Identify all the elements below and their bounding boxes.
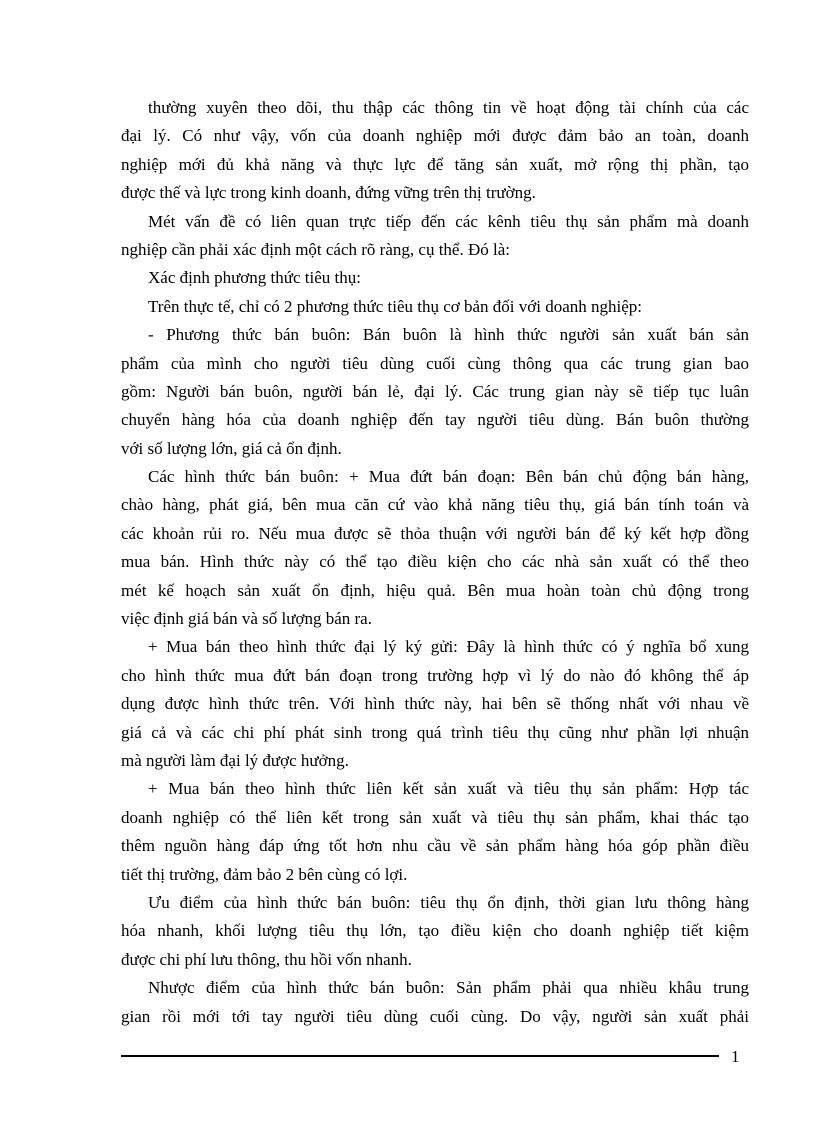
text-line: mà người làm đại lý được hưởng. (121, 750, 349, 770)
text-line: gồm: Người bán buôn, người bán lẻ, đại lý. Các trung gian này sẽ tiếp tục luân (121, 381, 749, 401)
text-line: được thế và lực trong kinh doanh, đứng vững trên thị trường. (121, 183, 536, 203)
text-line: các khoản rủi ro. Nếu mua được sẽ thỏa thuận với người bán để ký kết hợp đồng (121, 523, 749, 543)
text-line: chuyển hàng hóa của doanh nghiệp đến tay người tiêu dùng. Bán buôn thường (121, 410, 749, 430)
text-line: Xác định phương thức tiêu thụ: (148, 268, 361, 288)
text-line: Ưu điểm của hình thức bán buôn: tiêu thụ ổn định, thời gian lưu thông hàng (148, 892, 749, 912)
text-line: + Mua bán theo hình thức liên kết sản xuất và tiêu thụ sản phẩm: Hợp tác (148, 779, 749, 799)
text-line: + Mua bán theo hình thức đại lý ký gửi: Đây là hình thức có ý nghĩa bổ xung (148, 637, 749, 657)
text-line: nghiệp mới đủ khả năng và thực lực để tăng sản xuất, mở rộng thị phần, tạo (121, 154, 749, 174)
page-number: 1 (731, 1047, 740, 1066)
text-line: cho hình thức mua đứt bán đoạn trong trường hợp vì lý do nào đó không thể áp (121, 665, 749, 685)
text-line: Trên thực tế, chỉ có 2 phương thức tiêu thụ cơ bản đối với doanh nghiệp: (148, 296, 643, 316)
text-line: mét kế hoạch sản xuất ổn định, hiệu quả. Bên mua hoàn toàn chủ động trong (121, 580, 749, 600)
text-line: doanh nghiệp có thể liên kết trong sản xuất và tiêu thụ sản phẩm, khai thác tạo (121, 807, 749, 827)
text-line: nghiệp cần phải xác định một cách rõ ràng, cụ thể. Đó là: (121, 239, 510, 259)
text-line: được chi phí lưu thông, thu hồi vốn nhanh. (121, 949, 412, 969)
text-line: Mét vấn đề có liên quan trực tiếp đến các kênh tiêu thụ sản phẩm mà doanh (148, 211, 749, 231)
text-line: đại lý. Có như vậy, vốn của doanh nghiệp mới được đảm bảo an toàn, doanh (121, 126, 749, 146)
text-line: chào hàng, phát giá, bên mua căn cứ vào khả năng tiêu thụ, giá bán tính toán và (121, 495, 749, 515)
footer-rule (121, 1055, 719, 1057)
text-line: dụng được hình thức trên. Với hình thức này, hai bên sẽ thống nhất với nhau về (121, 694, 749, 714)
text-line: - Phương thức bán buôn: Bán buôn là hình thức người sản xuất bán sản (148, 325, 749, 345)
text-line: với số lượng lớn, giá cả ổn định. (121, 438, 342, 458)
text-line: Các hình thức bán buôn: + Mua đứt bán đoạn: Bên bán chủ động bán hàng, (148, 467, 749, 487)
text-line: Nhược điểm của hình thức bán buôn: Sản phẩm phải qua nhiều khâu trung (148, 978, 749, 998)
text-line: giá cả và các chi phí phát sinh trong quá trình tiêu thụ cũng như phần lợi nhuận (121, 722, 749, 742)
text-line: việc định giá bán và số lượng bán ra. (121, 609, 372, 629)
text-line: phẩm của mình cho người tiêu dùng cuối cùng thông qua các trung gian bao (121, 353, 749, 373)
body-text (121, 94, 749, 1031)
text-line: mua bán. Hình thức này có thể tạo điều kiện cho các nhà sản xuất có thể theo (121, 552, 749, 572)
text-line: tiết thị trường, đảm bảo 2 bên cùng có lợi. (121, 864, 408, 884)
text-line: thường xuyên theo dõi, thu thập các thông tin về hoạt động tài chính của các (148, 98, 749, 117)
text-line: thêm nguồn hàng đáp ứng tốt hơn nhu cầu về sản phẩm hàng hóa góp phần điều (121, 836, 749, 856)
text-line: gian rồi mới tới tay người tiêu dùng cuối cùng. Do vậy, người sản xuất phải (121, 1006, 749, 1026)
text-line: hóa nhanh, khối lượng tiêu thụ lớn, tạo điều kiện cho doanh nghiệp tiết kiệm (121, 921, 749, 941)
